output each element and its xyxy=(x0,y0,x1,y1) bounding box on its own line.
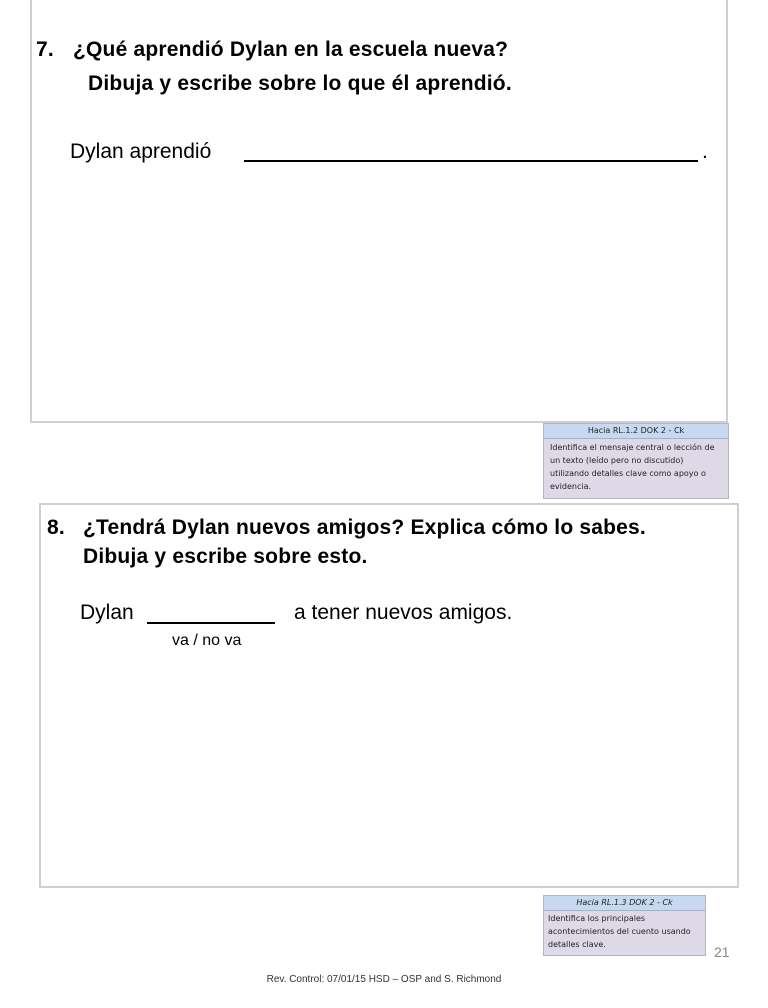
standard-8-box xyxy=(543,895,706,956)
question-7-title: ¿Qué aprendió Dylan en la escuela nueva? xyxy=(73,38,509,61)
question-7-sentence-start: Dylan aprendió xyxy=(70,140,212,163)
question-8-number: 8. xyxy=(47,516,65,539)
standard-8-text: Identifica los principales acontecimientos del cuento usando detalles clave. xyxy=(548,914,691,949)
question-7-instruction: Dibuja y escribe sobre lo que él aprendió. xyxy=(88,72,512,95)
question-8-sentence-start: Dylan xyxy=(80,601,134,624)
question-7-answer-line[interactable] xyxy=(244,160,698,162)
question-7-sentence-end: . xyxy=(702,140,708,163)
question-8-title: ¿Tendrá Dylan nuevos amigos? Explica cómo lo sabes. xyxy=(83,516,646,539)
question-8-choices: va / no va xyxy=(172,632,242,649)
footer-revision: Rev. Control: 07/01/15 HSD – OSP and S. Richmond xyxy=(266,974,502,985)
page-number: 21 xyxy=(714,944,730,960)
question-8-sentence-end: a tener nuevos amigos. xyxy=(294,601,513,624)
standard-8-header: Hacia RL.1.3 DOK 2 - Ck xyxy=(544,896,705,911)
question-8-instruction: Dibuja y escribe sobre esto. xyxy=(83,545,368,568)
question-7-drawing-box[interactable] xyxy=(30,0,728,423)
standard-7-box xyxy=(543,423,729,499)
question-7-number: 7. xyxy=(36,38,54,61)
standard-7-header: Hacia RL.1.2 DOK 2 - Ck xyxy=(544,424,728,439)
standard-7-text: Identifica el mensaje central o lección de un texto (leído pero no discutido) utilizando detalles clave como apoyo o evidencia. xyxy=(550,443,715,491)
question-8-answer-line[interactable] xyxy=(147,622,275,624)
